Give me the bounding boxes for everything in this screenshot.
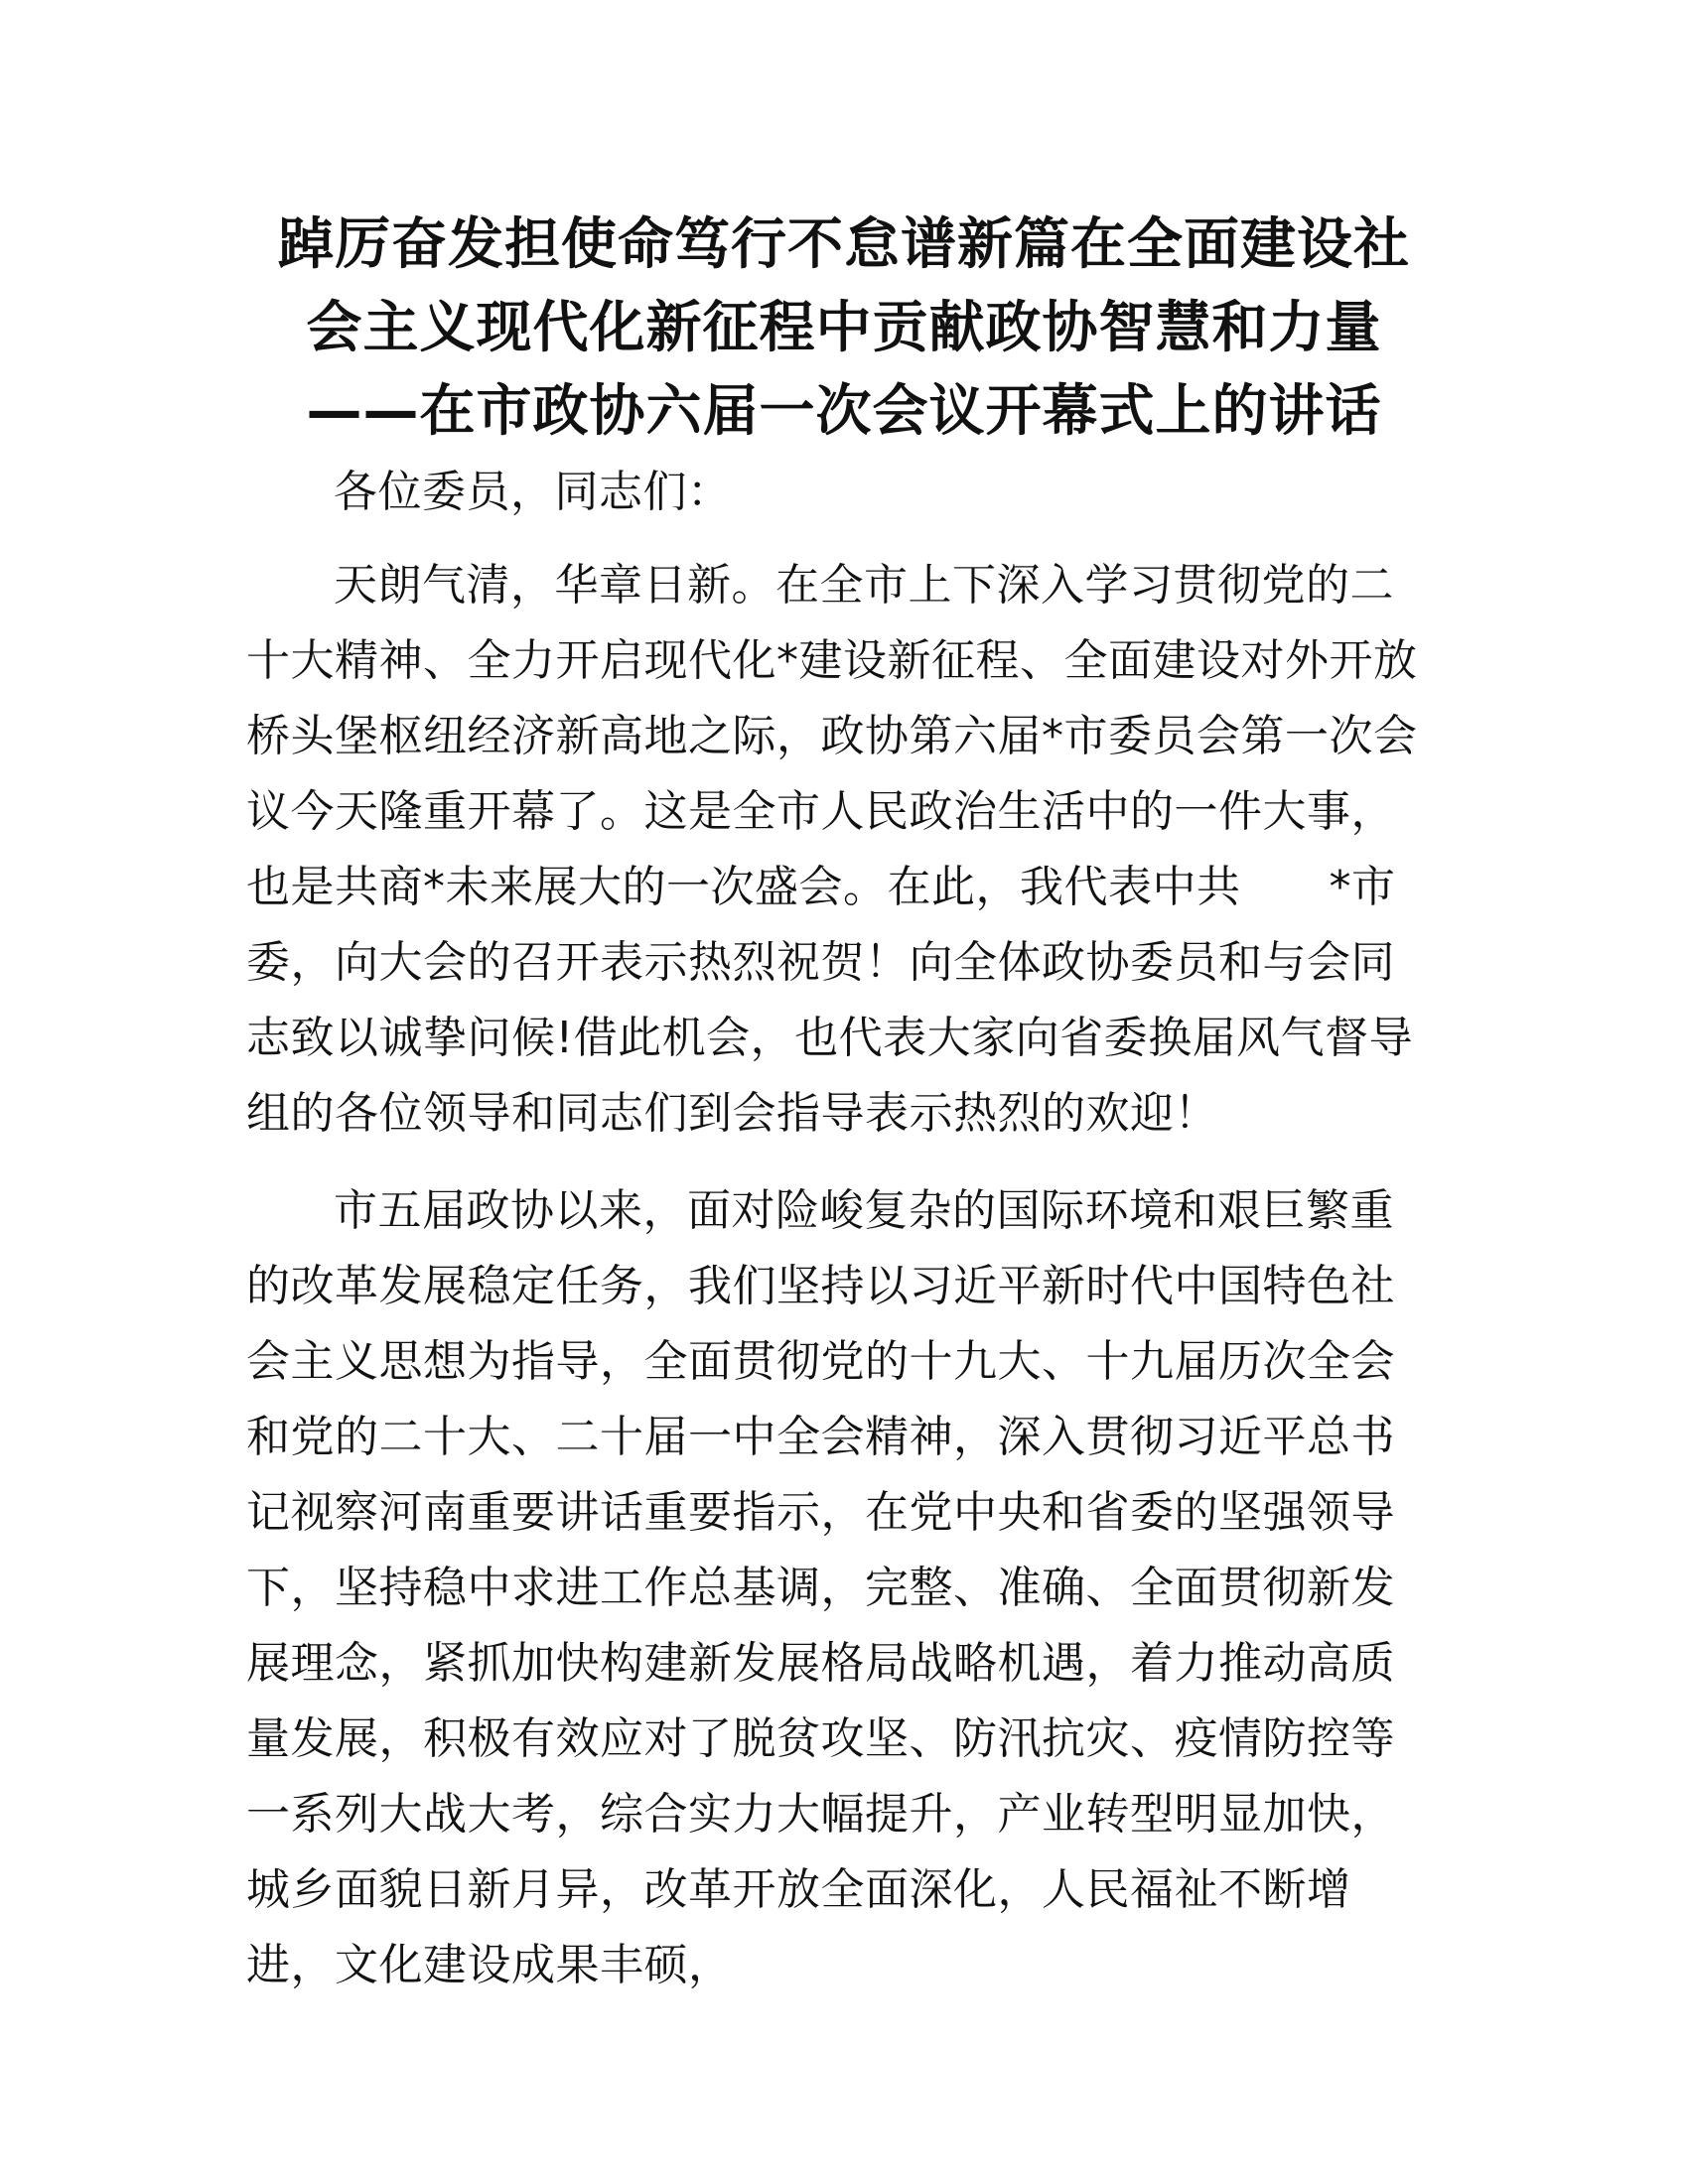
title-line-1: 踔厉奋发担使命笃行不怠谱新篇在全面建设社 bbox=[278, 212, 1410, 277]
document-title bbox=[199, 204, 1489, 454]
paragraph-1: 天朗气清，华章日新。在全市上下深入学习贯彻党的二十大精神、全力开启现代化*建设新征程、全面建设对外开放桥头堡枢纽经济新高地之际，政协第六届*市委员会第一次会议今天隆重开幕了。这是全市人民政治生活中的一件大事，也是共商*未来展大的一次盛会。在此，我代表中共 *市委，向大会的召开表示热烈祝贺！向全体政协委员和与会同志致以诚挚问候!借此机会，也代表大家向省委换届风气督导组的各位领导和同志们到会指导表示热烈的欢迎！ bbox=[246, 560, 1418, 1139]
paragraph-2: 市五届政协以来，面对险峻复杂的国际环境和艰巨繁重的改革发展稳定任务，我们坚持以习近平新时代中国特色社会主义思想为指导，全面贯彻党的十九大、十九届历次全会和党的二十大、二十届一中全会精神，深入贯彻习近平总书记视察河南重要讲话重要指示，在党中央和省委的坚强领导下，坚持稳中求进工作总基调，完整、准确、全面贯彻新发展理念，紧抓加快构建新发展格局战略机遇，着力推动高质量发展，积极有效应对了脱贫攻坚、防汛抗灾、疫情防控等一系列大战大考，综合实力大幅提升，产业转型明显加快，城乡面貌日新月异，改革开放全面深化，人民福祉不断增进，文化建设成果丰硕， bbox=[246, 1185, 1395, 1990]
title-line-3: ——在市政协六届一次会议开幕式上的讲话 bbox=[306, 379, 1382, 444]
salutation: 各位委员，同志们： bbox=[334, 467, 732, 517]
title-line-2: 会主义现代化新征程中贡献政协智慧和力量 bbox=[306, 296, 1382, 360]
